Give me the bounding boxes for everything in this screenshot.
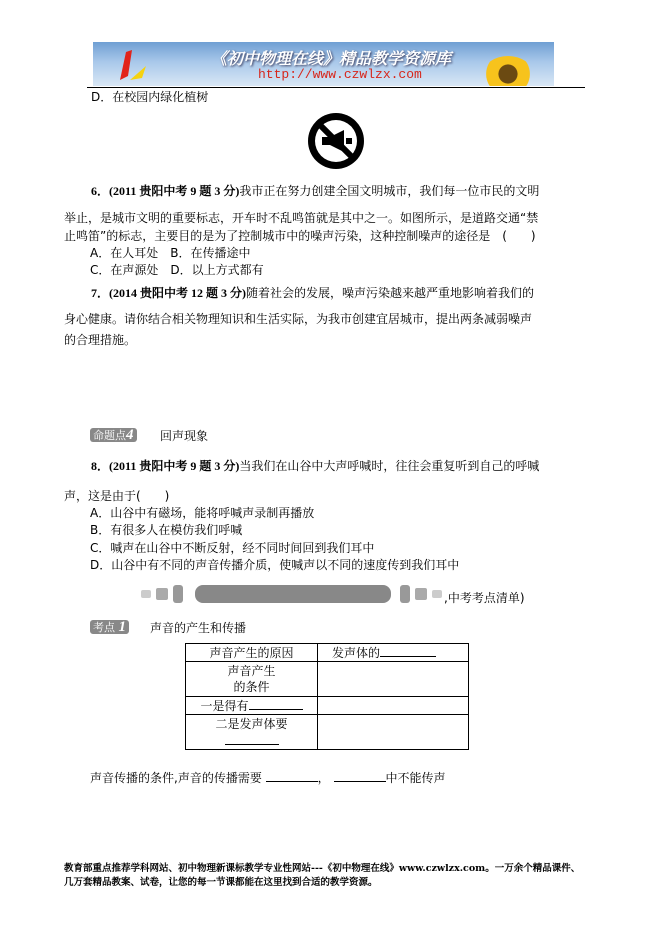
section-banner-text: ,中考考点清单) (444, 591, 525, 605)
kaodian-tag: 考点 1 (90, 620, 129, 634)
header-rule (87, 87, 585, 88)
logo-icon (118, 50, 148, 82)
q7-source: (2014 贵阳中考 12 题 3 分) (109, 286, 247, 300)
no-horn-sign-icon (306, 111, 366, 171)
q7-line3: 的合理措施。 (64, 333, 137, 347)
propagation-sentence: 声音传播的条件,声音的传播需要 ， 中不能传声 (90, 771, 446, 785)
footer-line1: 教育部重点推荐学科网站、初中物理新课标教学专业性网站---《初中物理在线》www.czwlzx.com。一万余个精品课件、 (64, 863, 581, 874)
footer-line2: 几万套精品教案、试卷，让您的每一节课都能在这里找到合适的教学资源。 (64, 877, 378, 888)
q6-options-cd: C．在声源处 D．以上方式都有 (90, 263, 264, 277)
q6-options-ab: A．在人耳处 B．在传播途中 (90, 246, 251, 260)
q8-option-c: C．喊声在山谷中不断反射，经不同时间回到我们耳中 (90, 541, 375, 555)
answer-cell[interactable] (318, 662, 469, 697)
q8-number: 8． (91, 459, 110, 473)
q8-line2: 声，这是由于( ) (64, 489, 170, 503)
q7-line1: 随着社会的发展，噪声污染越来越严重地影响着我们的 (246, 286, 535, 300)
q7-line2: 身心健康。请你结合相关物理知识和生活实际，为我市创建宜居城市，提出两条减弱噪声 (64, 312, 533, 326)
q8-source: (2011 贵阳中考 9 题 3 分) (109, 459, 240, 473)
answer-cell[interactable] (318, 715, 469, 750)
kaodian-title: 声音的产生和传播 (150, 621, 247, 635)
table-cell: 发声体的 (318, 644, 469, 662)
q8-line1: 当我们在山谷中大声呼喊时，往往会重复听到自己的呼喊 (239, 459, 540, 473)
banner-url[interactable]: http://www.czwlzx.com (258, 67, 422, 82)
topic-tag: 命题点4 (90, 428, 137, 442)
sound-table (185, 643, 469, 750)
answer-cell[interactable] (318, 697, 469, 715)
q8-option-a: A．山谷中有磁场，能将呼喊声录制再播放 (90, 506, 315, 520)
table-cell: 声音产生 的条件 (186, 662, 318, 697)
sunflower-image (483, 56, 533, 86)
q6-number: 6． (91, 184, 110, 198)
table-cell: 声音产生的原因 (186, 644, 318, 662)
q8-option-b: B．有很多人在模仿我们呼喊 (90, 523, 243, 537)
header-banner (93, 42, 554, 86)
topic-title: 回声现象 (160, 429, 209, 443)
table-cell: 二是发声体要 (186, 715, 318, 750)
q6-line1: 我市正在努力创建全国文明城市，我们每一位市民的文明 (239, 184, 540, 198)
prev-option-d: D．在校园内绿化植树 (91, 90, 209, 104)
q6-line3: 止鸣笛”的标志，主要目的是为了控制城市中的噪声污染，这种控制噪声的途径是 ( ) (64, 229, 536, 243)
table-cell: 一是得有 (186, 697, 318, 715)
section-banner-graphic (140, 585, 445, 603)
q8-option-d: D．山谷中有不同的声音传播介质，使喊声以不同的速度传到我们耳中 (90, 558, 460, 572)
q6-source: (2011 贵阳中考 9 题 3 分) (109, 184, 240, 198)
q6-line2: 举止，是城市文明的重要标志，开车时不乱鸣笛就是其中之一。如图所示，是道路交通“禁 (64, 211, 539, 225)
q7-number: 7． (91, 286, 110, 300)
banner-title: 《初中物理在线》精品教学资源库 (211, 49, 452, 68)
